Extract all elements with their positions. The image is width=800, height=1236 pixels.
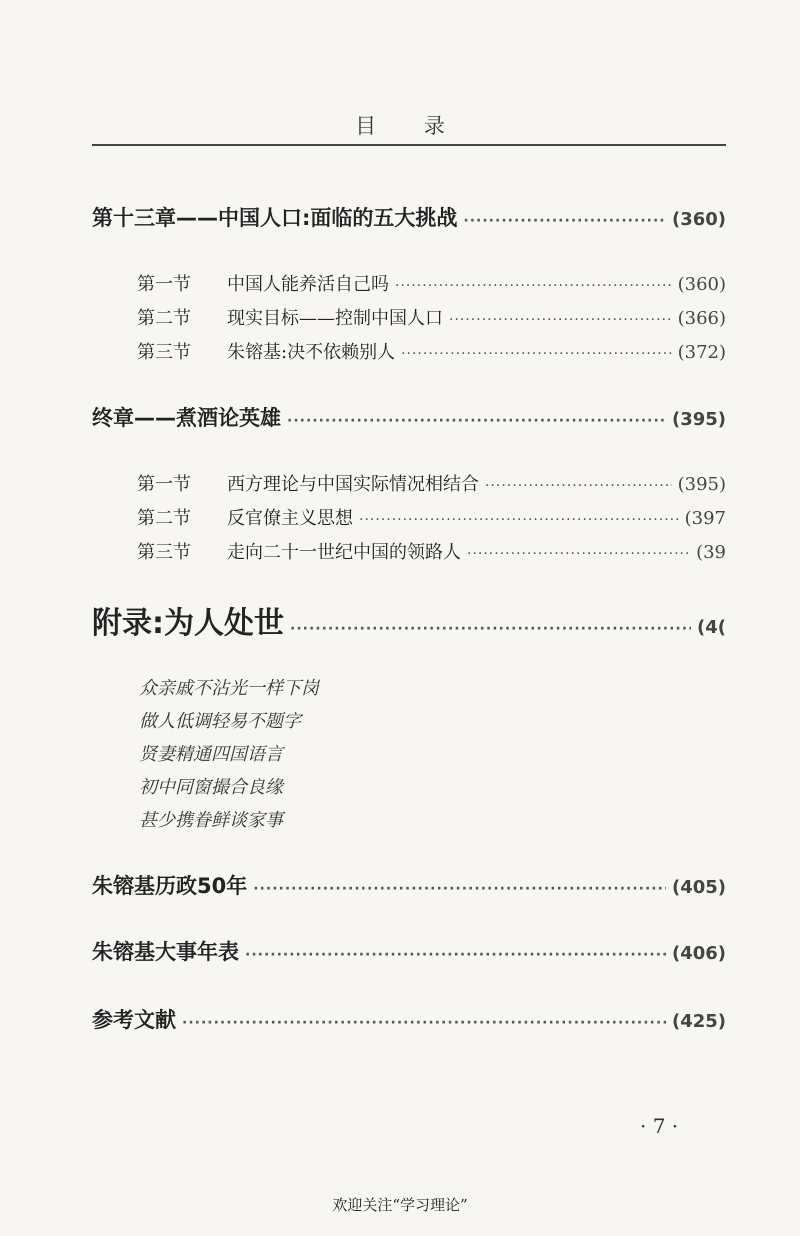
toc-appendix[interactable] xyxy=(92,598,726,642)
leader-dots xyxy=(287,414,666,428)
toc-section[interactable] xyxy=(137,270,726,296)
section-number: 第一节 xyxy=(137,274,191,295)
leader-dots xyxy=(182,1016,666,1030)
toc-entry-title: 现实目标——控制中国人口 xyxy=(227,308,443,329)
toc-entry-title: 参考文献 xyxy=(92,1008,176,1032)
toc-section[interactable] xyxy=(137,470,726,496)
toc-page-number: (397 xyxy=(684,508,726,529)
toc-entry-title: 反官僚主义思想 xyxy=(227,508,353,529)
toc-entry-title: 第十三章——中国人口:面临的五大挑战 xyxy=(92,206,458,230)
toc-page-number: (39 xyxy=(696,542,726,563)
page-folio: · 7 · xyxy=(640,1114,679,1138)
toc-page-number: (360) xyxy=(671,209,726,230)
toc-entry-title: 朱镕基:决不依赖别人 xyxy=(227,342,396,363)
toc-page-number: (425) xyxy=(671,1011,726,1032)
appendix-item[interactable]: 贤妻精通四国语言 xyxy=(139,744,283,765)
toc-page-number: (395) xyxy=(671,409,726,430)
leader-dots xyxy=(245,948,666,962)
toc-chapter-final[interactable] xyxy=(92,402,726,432)
toc-page-number: (395) xyxy=(677,474,726,495)
appendix-item-list xyxy=(139,672,319,837)
leader-dots xyxy=(463,214,666,228)
toc-section[interactable] xyxy=(137,338,726,364)
toc-back-matter[interactable] xyxy=(92,870,726,900)
appendix-item[interactable]: 众亲戚不沾光一样下岗 xyxy=(139,678,319,699)
toc-back-matter[interactable] xyxy=(92,936,726,966)
leader-dots xyxy=(485,479,672,493)
leader-dots xyxy=(449,313,672,327)
header-char: 目 xyxy=(355,114,377,138)
toc-entry-title: 附录:为人处世 xyxy=(92,606,284,641)
appendix-item[interactable]: 甚少携眷鲜谈家事 xyxy=(139,810,283,831)
toc-section[interactable] xyxy=(137,504,726,530)
header-rule xyxy=(92,144,726,146)
toc-entry-title: 西方理论与中国实际情况相结合 xyxy=(227,474,479,495)
section-number: 第三节 xyxy=(137,342,191,363)
toc-chapter-13[interactable] xyxy=(92,202,726,232)
section-number: 第三节 xyxy=(137,542,191,563)
toc-entry-title: 中国人能养活自己吗 xyxy=(227,274,389,295)
toc-page-number: (372) xyxy=(677,342,726,363)
appendix-item[interactable]: 做人低调轻易不题字 xyxy=(139,711,301,732)
footer-note: 欢迎关注“学习理论” xyxy=(332,1196,468,1214)
toc-page-number: (405) xyxy=(671,877,726,898)
toc-entry-title: 朱镕基历政50年 xyxy=(92,874,248,898)
leader-dots xyxy=(395,279,672,293)
toc-page-number: (360) xyxy=(677,274,726,295)
toc-entry-title: 终章——煮酒论英雄 xyxy=(92,406,281,430)
header-char: 录 xyxy=(423,114,445,138)
leader-dots xyxy=(401,347,672,361)
section-number: 第二节 xyxy=(137,508,191,529)
toc-section[interactable] xyxy=(137,304,726,330)
leader-dots xyxy=(467,547,690,561)
section-number: 第一节 xyxy=(137,474,191,495)
toc-page-number: (406) xyxy=(671,943,726,964)
toc-entry-title: 走向二十一世纪中国的领路人 xyxy=(227,542,461,563)
toc-section[interactable] xyxy=(137,538,726,564)
toc-entry-title: 朱镕基大事年表 xyxy=(92,940,239,964)
appendix-item[interactable]: 初中同窗撮合良缘 xyxy=(139,777,283,798)
toc-page-number: (4( xyxy=(697,617,726,638)
section-number: 第二节 xyxy=(137,308,191,329)
leader-dots xyxy=(359,513,679,527)
leader-dots xyxy=(253,882,666,896)
toc-back-matter[interactable] xyxy=(92,1004,726,1034)
leader-dots xyxy=(290,622,691,636)
page-header-title xyxy=(0,110,800,140)
toc-page-number: (366) xyxy=(677,308,726,329)
